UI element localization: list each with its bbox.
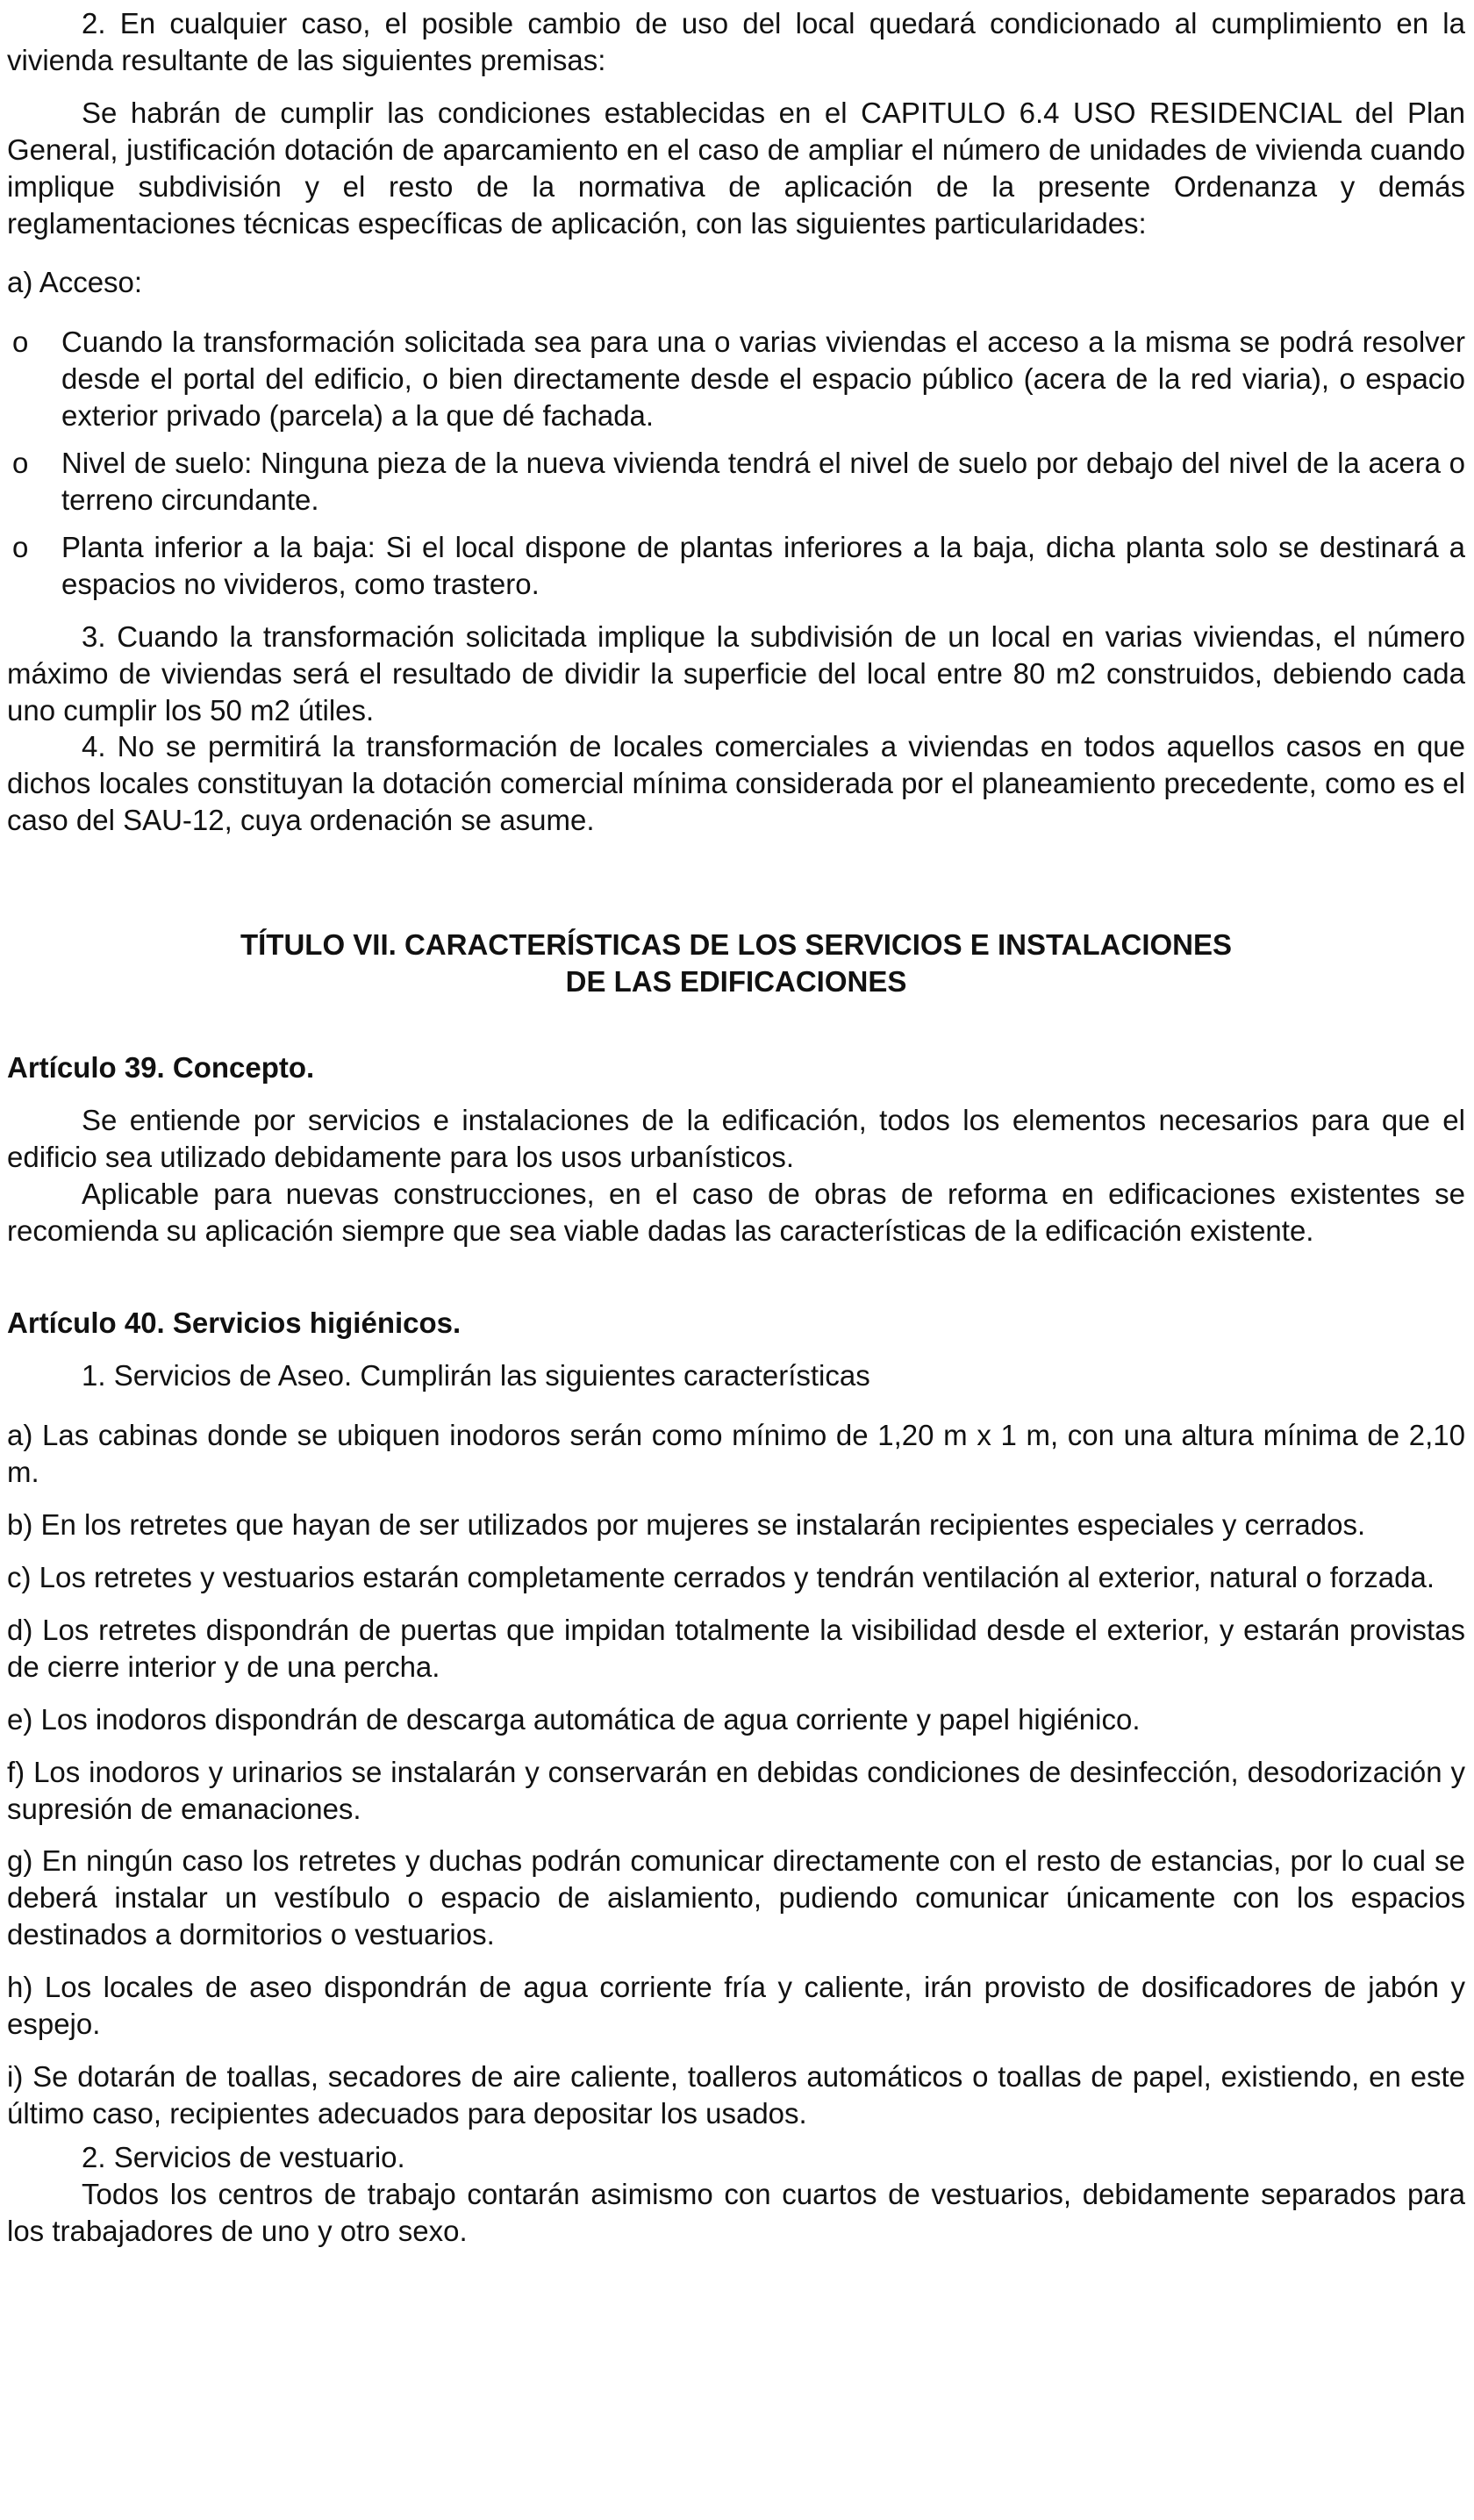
paragraph-item-b: b) En los retretes que hayan de ser utilizados por mujeres se instalarán recipientes especiales y cerrados. [7,1508,1366,1542]
list-item-text: Nivel de suelo: Ninguna pieza de la nueva vivienda tendrá el nivel de suelo por debajo del nivel de la acera o terreno circundante. [61,447,1465,516]
paragraph-centros-trabajo: Todos los centros de trabajo contarán asimismo con cuartos de vestuarios, debidamente separados para los trabajadores de uno y otro sexo. [7,2177,1465,2247]
paragraph-servicios-aseo: 1. Servicios de Aseo. Cumplirán las siguientes características [82,1359,870,1392]
paragraph-no-permitira: 4. No se permitirá la transformación de locales comerciales a viviendas en todos aquellos casos en que dichos locales constituyan la dotación comercial mínima considerada por el planeamiento precedente, como es el caso del SAU-12, cuya ordenación se asume. [7,730,1465,837]
article-heading-40: Artículo 40. Servicios higiénicos. [7,1307,462,1340]
paragraph-condiciones: Se habrán de cumplir las condiciones establecidas en el CAPITULO 6.4 USO RESIDENCIAL del Plan General, justificación dotación de aparcamiento en el caso de ampliar el número de unidades de vivienda cuando implique subdivisión y el resto de la normativa de aplicación de la presente Ordenanza y demás reglamentaciones técnicas específicas de aplicación, con las siguientes particularidades: [7,96,1465,240]
paragraph-item-c: c) Los retretes y vestuarios estarán completamente cerrados y tendrán ventilación al exterior, natural o forzada. [7,1561,1435,1593]
paragraph-item-e: e) Los inodoros dispondrán de descarga automática de agua corriente y papel higiénico. [7,1702,1141,1736]
list-item-nivel-suelo [7,445,1465,519]
paragraph-servicios-vestuario: 2. Servicios de vestuario. [82,2140,405,2173]
section-title-line2: DE LAS EDIFICACIONES [565,965,907,999]
paragraph-item-h: h) Los locales de aseo dispondrán de agua corriente fría y caliente, irán provisto de dosificadores de jabón y espejo. [7,1971,1465,2041]
paragraph-item-i: i) Se dotarán de toallas, secadores de aire caliente, toalleros automáticos o toallas de papel, existiendo, en este último caso, recipientes adecuados para depositar los usados. [7,2059,1465,2130]
bullet-marker: o [12,447,29,480]
bullet-marker: o [12,326,29,359]
bullet-marker: o [12,530,29,563]
paragraph-item-f: f) Los inodoros y urinarios se instalarán y conservarán en debidas condiciones de desinfección, desodorización y supresión de emanaciones. [7,1755,1465,1825]
paragraph-item-a: a) Las cabinas donde se ubiquen inodoros serán como mínimo de 1,20 m x 1 m, con una altura mínima de 2,10 m. [7,1419,1465,1489]
list-item-acceso [7,324,1465,434]
paragraph-premisas: 2. En cualquier caso, el posible cambio de uso del local quedará condicionado al cumplimiento en la vivienda resultante de las siguientes premisas: [7,7,1465,76]
section-title-line1: TÍTULO VII. CARACTERÍSTICAS DE LOS SERVICIOS E INSTALACIONES [240,928,1233,962]
list-item-text: Planta inferior a la baja: Si el local dispone de plantas inferiores a la baja, dicha planta solo se destinará a espacios no vivideros, como trastero. [61,530,1465,600]
list-item-planta-inferior [7,529,1465,603]
paragraph-subdivision: 3. Cuando la transformación solicitada implique la subdivisión de un local en varias viviendas, el número máximo de viviendas será el resultado de dividir la superficie del local entre 80 m2 construidos, debiendo cada uno cumplir los 50 m2 útiles. [7,619,1465,727]
paragraph-acceso-label: a) Acceso: [7,266,143,299]
list-item-text: Cuando la transformación solicitada sea para una o varias viviendas el acceso a la misma se podrá resolver desde el portal del edificio, o bien directamente desde el espacio público (acera de la red viaria), o espacio exterior privado (parcela) a la que dé fachada. [61,326,1465,433]
paragraph-item-d: d) Los retretes dispondrán de puertas que impidan totalmente la visibilidad desde el exterior, y estarán provistas de cierre interior y de una percha. [7,1613,1465,1683]
paragraph-item-g: g) En ningún caso los retretes y duchas podrán comunicar directamente con el resto de estancias, por lo cual se deberá instalar un vestíbulo o espacio de aislamiento, pudiendo comunicar únicamente con los espacios destinados a dormitorios o vestuarios. [7,1844,1465,1951]
article-heading-39: Artículo 39. Concepto. [7,1050,315,1084]
paragraph-concepto-1: Se entiende por servicios e instalaciones de la edificación, todos los elementos necesarios para que el edificio sea utilizado debidamente para los usos urbanísticos. [7,1103,1465,1173]
section-title-titulo-vii [227,927,1245,1000]
paragraph-concepto-2: Aplicable para nuevas construcciones, en el caso de obras de reforma en edificaciones existentes se recomienda su aplicación siempre que sea viable dadas las características de la edificación existente. [7,1177,1465,1247]
